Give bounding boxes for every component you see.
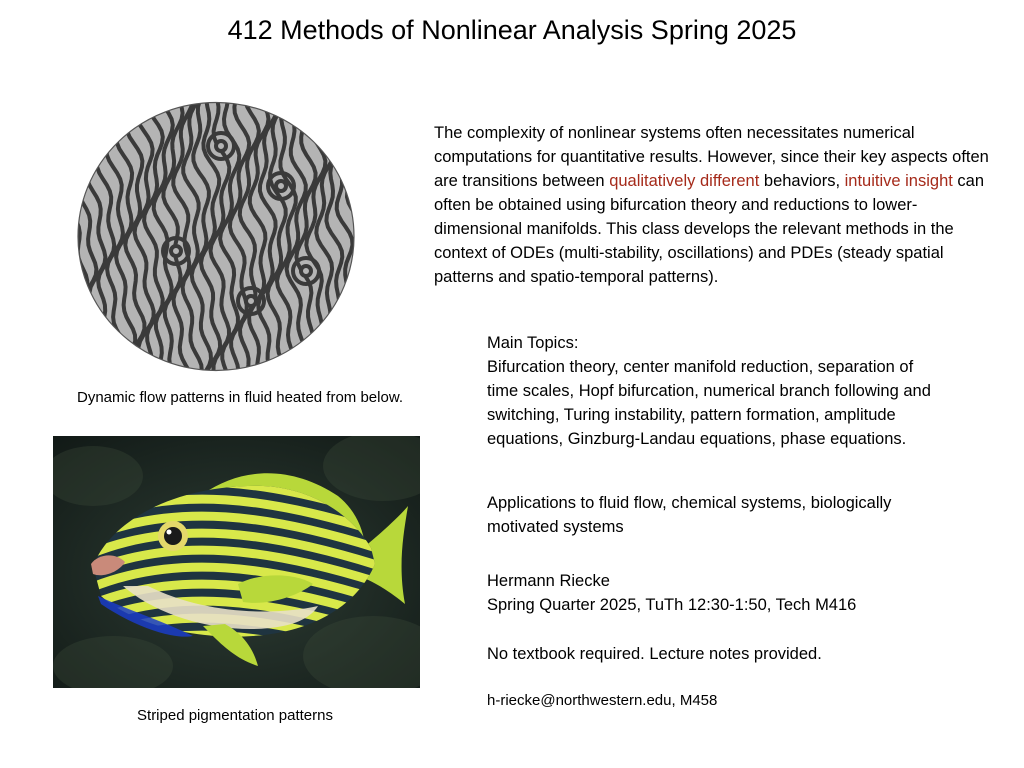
fish-figure-caption: Striped pigmentation patterns — [137, 707, 333, 724]
pattern-defect — [216, 141, 226, 151]
intro-text: behaviors, — [759, 172, 845, 190]
main-topics-heading: Main Topics: — [487, 334, 579, 352]
pattern-defect — [301, 266, 311, 276]
page-title: 412 Methods of Nonlinear Analysis Spring 2025 — [227, 15, 797, 45]
course-schedule: Spring Quarter 2025, TuTh 12:30-1:50, Tech M416 — [487, 596, 857, 614]
convection-pattern-image — [76, 101, 356, 372]
instructor-name: Hermann Riecke — [487, 572, 610, 590]
course-description — [434, 121, 994, 289]
applications-text: Applications to fluid flow, chemical systems, biologically motivated systems — [487, 494, 892, 536]
highlight-intuitive-insight: intuitive insight — [844, 172, 953, 190]
contact-info: h-riecke@northwestern.edu, M458 — [487, 692, 718, 709]
textbook-note: No textbook required. Lecture notes provided. — [487, 645, 822, 663]
pattern-defect — [246, 296, 256, 306]
flow-figure-caption: Dynamic flow patterns in fluid heated from below. — [77, 389, 403, 406]
intro-text: can often be obtained using bifurcation theory and reductions to lower-dimensional manifolds. This class develops the relevant methods in the context of ODEs (multi-stability, oscillations) and PDEs (steady spatial patterns and spatio-temporal patterns). — [434, 172, 985, 286]
intro-text: The complexity of nonlinear systems often necessitates numerical computations for quantitative results. However, since their key aspects often are transitions between — [434, 124, 989, 190]
pattern-defect — [276, 181, 286, 191]
highlight-qualitatively-different: qualitatively different — [609, 172, 760, 190]
striped-fish-image — [53, 436, 420, 688]
pattern-defect — [171, 246, 181, 256]
main-topics-list: Bifurcation theory, center manifold reduction, separation of time scales, Hopf bifurcation, numerical branch following and switching, Turing instability, pattern formation, amplitude equations, Ginzburg-Landau equations, phase equations. — [487, 358, 931, 448]
